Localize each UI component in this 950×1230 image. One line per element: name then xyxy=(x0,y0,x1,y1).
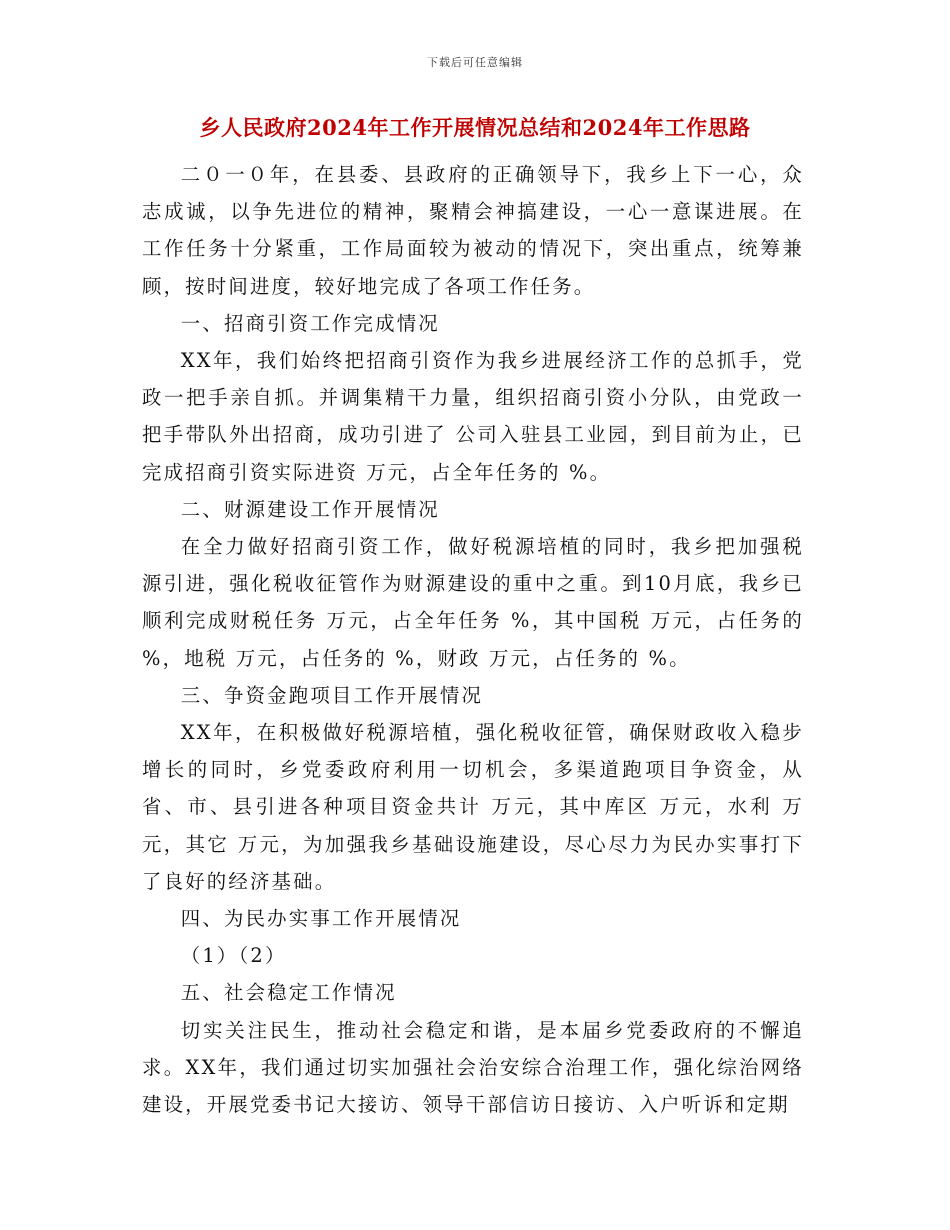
revenue-paragraph: 在全力做好招商引资工作，做好税源培植的同时，我乡把加强税源引进，强化税收征管作为财源建设的重中之重。到10月底，我乡已顺利完成财税任务 万元，占全年任务 %，其中国税 万元，占任务的 %，地税 万元，占任务的 %，财政 万元，占任务的 %。 xyxy=(142,535,804,670)
document-body xyxy=(142,156,804,1123)
stability-paragraph: 切实关注民生，推动社会稳定和谐，是本届乡党委政府的不懈追求。XX年，我们通过切实加强社会治安综合治理工作，强化综治网络建设，开展党委书记大接访、领导干部信访日接访、入户听诉和定期 xyxy=(142,1018,804,1117)
public-service-items: （1）（2） xyxy=(180,944,287,968)
section-heading-funding: 三、争资金跑项目工作开展情况 xyxy=(180,683,484,707)
section-heading-stability: 五、社会稳定工作情况 xyxy=(180,981,397,1005)
document-title: 乡人民政府2024年工作开展情况总结和2024年工作思路 xyxy=(199,115,751,140)
section-heading-revenue: 二、财源建设工作开展情况 xyxy=(180,497,440,521)
funding-paragraph: XX年，在积极做好税源培植，强化税收征管，确保财政收入稳步增长的同时，乡党委政府利用一切机会，多渠道跑项目争资金，从省、市、县引进各种项目资金共计 万元，其中库区 万元，水利 万元，其它 万元，为加强我乡基础设施建设，尽心尽力为民办实事打下了良好的经济基础。 xyxy=(142,721,804,893)
section-heading-public-service: 四、为民办实事工作开展情况 xyxy=(180,907,462,931)
investment-paragraph: XX年，我们始终把招商引资作为我乡进展经济工作的总抓手，党政一把手亲自抓。并调集精干力量，组织招商引资小分队，由党政一把手带队外出招商，成功引进了 公司入驻县工业园，到目前为止，已完成招商引资实际进资 万元，占全年任务的 %。 xyxy=(142,349,804,484)
section-heading-investment: 一、招商引资工作完成情况 xyxy=(180,311,440,335)
intro-paragraph: 二０一０年，在县委、县政府的正确领导下，我乡上下一心，众志成诚，以争先进位的精神，聚精会神搞建设，一心一意谋进展。在工作任务十分紧重，工作局面较为被动的情况下，突出重点，统筹兼顾，按时间进度，较好地完成了各项工作任务。 xyxy=(142,163,804,298)
header-note: 下载后可任意编辑 xyxy=(427,56,523,69)
